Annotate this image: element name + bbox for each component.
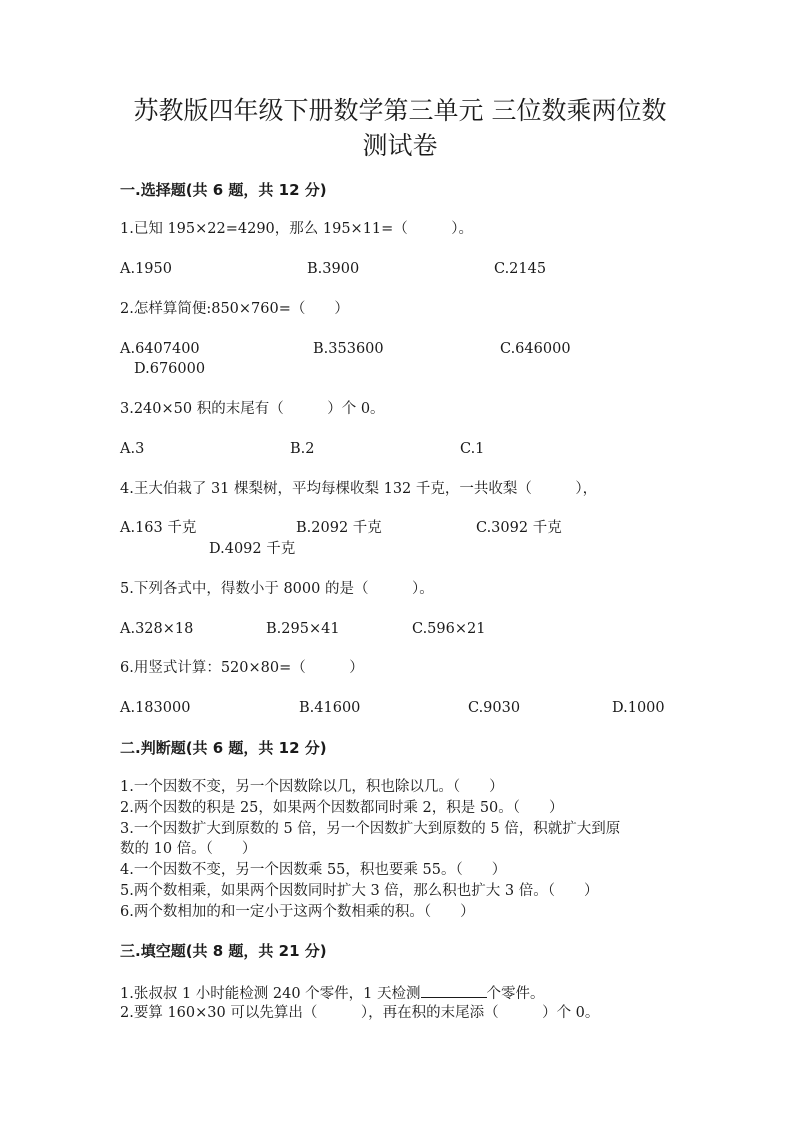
question-5-option-b: B.295×41 xyxy=(266,621,340,637)
question-6-option-c: C.9030 xyxy=(468,700,521,716)
question-1-option-b: B.3900 xyxy=(307,261,360,277)
question-3-option-b: B.2 xyxy=(290,441,315,457)
question-5-option-a: A.328×18 xyxy=(120,621,194,637)
question-3-option-a: A.3 xyxy=(120,441,145,457)
question-3-option-c: C.1 xyxy=(460,441,485,457)
question-2-stem: 2.怎样算简便:850×760=（ ） xyxy=(120,301,349,317)
question-4-stem: 4.王大伯栽了 31 棵梨树，平均每棵收梨 132 千克，一共收梨（ ）， xyxy=(120,481,598,497)
page-title-continued: 测试卷 xyxy=(362,131,438,160)
judge-item-2: 2.两个因数的积是 25，如果两个因数都同时乘 2，积是 50。（ ） xyxy=(120,800,564,816)
question-4-option-a: A.163 千克 xyxy=(120,520,197,536)
question-3-stem: 3.240×50 积的末尾有（ ）个 0。 xyxy=(120,401,385,417)
fill-item-1 xyxy=(120,982,545,1004)
answer-blank[interactable] xyxy=(421,982,487,998)
judge-item-1: 1.一个因数不变，另一个因数除以几，积也除以几。（ ） xyxy=(120,779,504,795)
page-title: 苏教版四年级下册数学第三单元 三位数乘两位数 xyxy=(133,96,667,125)
section-heading-choice: 一.选择题(共 6 题，共 12 分) xyxy=(120,181,327,199)
fill-item-1-text-end: 个零件。 xyxy=(486,986,545,1002)
judge-item-4: 4.一个因数不变，另一个因数乘 55，积也要乘 55。（ ） xyxy=(120,862,507,878)
question-4-option-c: C.3092 千克 xyxy=(476,520,562,536)
question-5-stem: 5.下列各式中，得数小于 8000 的是（ ）。 xyxy=(120,581,434,597)
question-2-option-d: D.676000 xyxy=(134,361,206,377)
fill-item-2: 2.要算 160×30 可以先算出（ ），再在积的末尾添（ ）个 0。 xyxy=(120,1005,600,1021)
question-4-option-d: D.4092 千克 xyxy=(209,541,296,557)
question-1-option-a: A.1950 xyxy=(120,261,172,277)
question-6-option-b: B.41600 xyxy=(299,700,361,716)
judge-item-3: 3.一个因数扩大到原数的 5 倍，另一个因数扩大到原数的 5 倍，积就扩大到原 xyxy=(120,821,621,837)
question-2-option-c: C.646000 xyxy=(500,341,571,357)
question-2-option-a: A.6407400 xyxy=(120,341,200,357)
question-1-stem: 1.已知 195×22=4290，那么 195×11=（ ）。 xyxy=(120,221,474,237)
question-2-option-b: B.353600 xyxy=(313,341,384,357)
question-4-option-b: B.2092 千克 xyxy=(296,520,382,536)
judge-item-6: 6.两个数相加的和一定小于这两个数相乘的积。（ ） xyxy=(120,904,475,920)
question-6-option-a: A.183000 xyxy=(120,700,191,716)
question-6-option-d: D.1000 xyxy=(612,700,665,716)
judge-item-3-continued: 数的 10 倍。（ ） xyxy=(120,841,257,857)
question-1-option-c: C.2145 xyxy=(494,261,547,277)
judge-item-5: 5.两个数相乘，如果两个因数同时扩大 3 倍，那么积也扩大 3 倍。（ ） xyxy=(120,883,599,899)
question-6-stem: 6.用竖式计算：520×80=（ ） xyxy=(120,660,364,676)
fill-item-1-text: 1.张叔叔 1 小时能检测 240 个零件，1 天检测 xyxy=(120,986,421,1002)
section-heading-fill: 三.填空题(共 8 题，共 21 分) xyxy=(120,942,327,960)
section-heading-judge: 二.判断题(共 6 题，共 12 分) xyxy=(120,739,327,757)
question-5-option-c: C.596×21 xyxy=(412,621,486,637)
